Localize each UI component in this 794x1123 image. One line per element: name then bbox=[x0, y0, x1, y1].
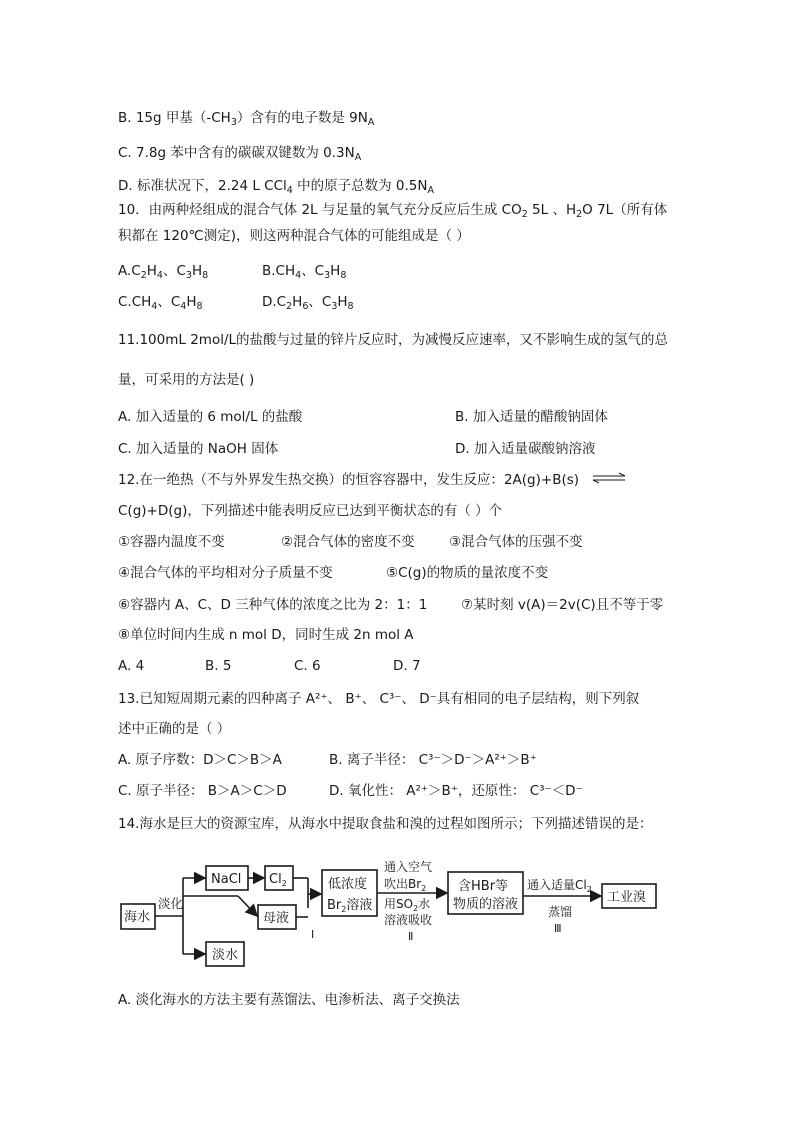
q12-item-5: ⑤C(g)的物质的量浓度不变 bbox=[386, 565, 549, 581]
q13-option-d: D. 氧化性： A²⁺＞B⁺，还原性： C³⁻＜D⁻ bbox=[329, 783, 583, 799]
step-1-label: Ⅰ bbox=[311, 928, 315, 941]
q12-option-c: C. 6 bbox=[294, 658, 321, 674]
q9-option-b: B. 15g 甲基$(-CH_3)$含有的电子数是 $9N_A$ bbox=[118, 110, 375, 128]
low-conc-label-2: $Br_2$溶液 bbox=[327, 898, 373, 914]
q12-option-d: D. 7 bbox=[393, 658, 421, 674]
step-3-label: Ⅲ bbox=[554, 922, 562, 935]
q9-option-c: C. 7.8g 苯中含有的碳碳双键数为 $0.3N_A$ bbox=[118, 145, 362, 163]
q11-option-c: C. 加入适量的 NaOH 固体 bbox=[118, 441, 279, 457]
bromine-extraction-flowchart bbox=[118, 852, 663, 974]
air-blow-label-1: 通入空气 bbox=[384, 860, 433, 874]
q12-item-4: ④混合气体的平均相对分子质量不变 bbox=[118, 565, 333, 581]
low-conc-label-1: 低浓度 bbox=[328, 877, 368, 892]
q13-stem-line1: 13.已知短周期元素的四种离子 A²⁺、 B⁺、 C³⁻、 D⁻具有相同的电子层结构，则下列叙 bbox=[118, 691, 640, 707]
add-cl2-label: 通入适量$Cl_2$ bbox=[527, 878, 592, 894]
q12-stem-line1: 12.在一绝热（不与外界发生热交换）的恒容容器中，发生反应：2A(g)+B(s) bbox=[118, 471, 627, 489]
seawater-label: 海水 bbox=[124, 910, 151, 925]
air-blow-label-2: 吹出$Br_2$ bbox=[384, 877, 427, 893]
q12-item-3: ③混合气体的压强不变 bbox=[449, 534, 583, 550]
q10-option-d: $D.C_2H_6$、$C_3H_8$ bbox=[262, 294, 354, 312]
q14-stem: 14.海水是巨大的资源宝库，从海水中提取食盐和溴的过程如图所示；下列描述错误的是： bbox=[118, 816, 653, 832]
equilibrium-arrow bbox=[591, 471, 627, 489]
q12-item-2: ②混合气体的密度不变 bbox=[281, 534, 415, 550]
so2-absorb-label-1: 用$SO_2$水 bbox=[384, 897, 431, 913]
distillation-label: 蒸馏 bbox=[548, 905, 573, 919]
hbr-label-1: 含HBr等 bbox=[458, 879, 509, 894]
q13-option-a: A. 原子序数：D＞C＞B＞A bbox=[118, 752, 282, 768]
q12-stem-line2: C(g)+D(g)，下列描述中能表明反应已达到平衡状态的有（ ）个 bbox=[118, 503, 503, 519]
step-2-label: Ⅱ bbox=[408, 930, 414, 943]
freshwater-label: 淡水 bbox=[212, 948, 239, 963]
q10-option-a: $A.C_2H_4$、$C_3H_8$ bbox=[118, 263, 209, 281]
q12-item-6: ⑥容器内 A、C、D 三种气体的浓度之比为 2：1：1 bbox=[118, 597, 428, 613]
q10-stem-line2: 积都在 120℃测定)，则这两种混合气体的可能组成是（ ） bbox=[118, 228, 470, 244]
q13-stem-line2: 述中正确的是（ ） bbox=[118, 721, 231, 737]
so2-absorb-label-2: 溶液吸收 bbox=[384, 913, 433, 927]
industrial-bromine-label: 工业溴 bbox=[607, 890, 647, 905]
q13-option-b: B. 离子半径： C³⁻＞D⁻＞A²⁺＞B⁺ bbox=[329, 752, 537, 768]
q12-option-a: A. 4 bbox=[118, 658, 145, 674]
hbr-label-2: 物质的溶液 bbox=[453, 897, 519, 912]
q10-option-c: $C.CH_4$、$C_4H_8$ bbox=[118, 294, 203, 312]
q11-stem-line2: 量，可采用的方法是( ) bbox=[118, 372, 255, 388]
desalination-label: 淡化 bbox=[158, 896, 184, 911]
q12-item-7: ⑦某时刻 v(A)＝2v(C)且不等于零 bbox=[461, 597, 664, 613]
q10-option-b: $B.CH_4$、$C_3H_8$ bbox=[262, 263, 347, 281]
q11-option-d: D. 加入适量碳酸钠溶液 bbox=[455, 441, 596, 457]
mother-liquor-label: 母液 bbox=[263, 911, 290, 926]
q12-item-1: ①容器内温度不变 bbox=[118, 534, 225, 550]
q11-option-b: B. 加入适量的醋酸钠固体 bbox=[455, 409, 608, 425]
q11-stem-line1: 11.100mL 2mol/L的盐酸与过量的锌片反应时，为减慢反应速率，又不影响生成的氢气的总 bbox=[118, 332, 669, 348]
q12-item-8: ⑧单位时间内生成 n mol D，同时生成 2n mol A bbox=[118, 627, 414, 643]
q11-option-a: A. 加入适量的 6 mol/L 的盐酸 bbox=[118, 409, 303, 425]
q13-option-c: C. 原子半径： B＞A＞C＞D bbox=[118, 783, 287, 799]
q9-option-d: D. 标准状况下，2.24 L CCl$_4$ 中的原子总数为 $0.5N_A$ bbox=[118, 178, 434, 196]
q12-option-b: B. 5 bbox=[205, 658, 232, 674]
q14-option-a: A. 淡化海水的方法主要有蒸馏法、电渗析法、离子交换法 bbox=[118, 992, 460, 1008]
cl2-label: $Cl_2$ bbox=[269, 872, 287, 888]
q10-stem-line1: 10．由两种烃组成的混合气体 2L 与足量的氧气充分反应后生成 $CO_2$ 5L 、$H_2O$ 7L（所有体 bbox=[118, 202, 668, 220]
nacl-label: NaCl bbox=[211, 872, 242, 887]
